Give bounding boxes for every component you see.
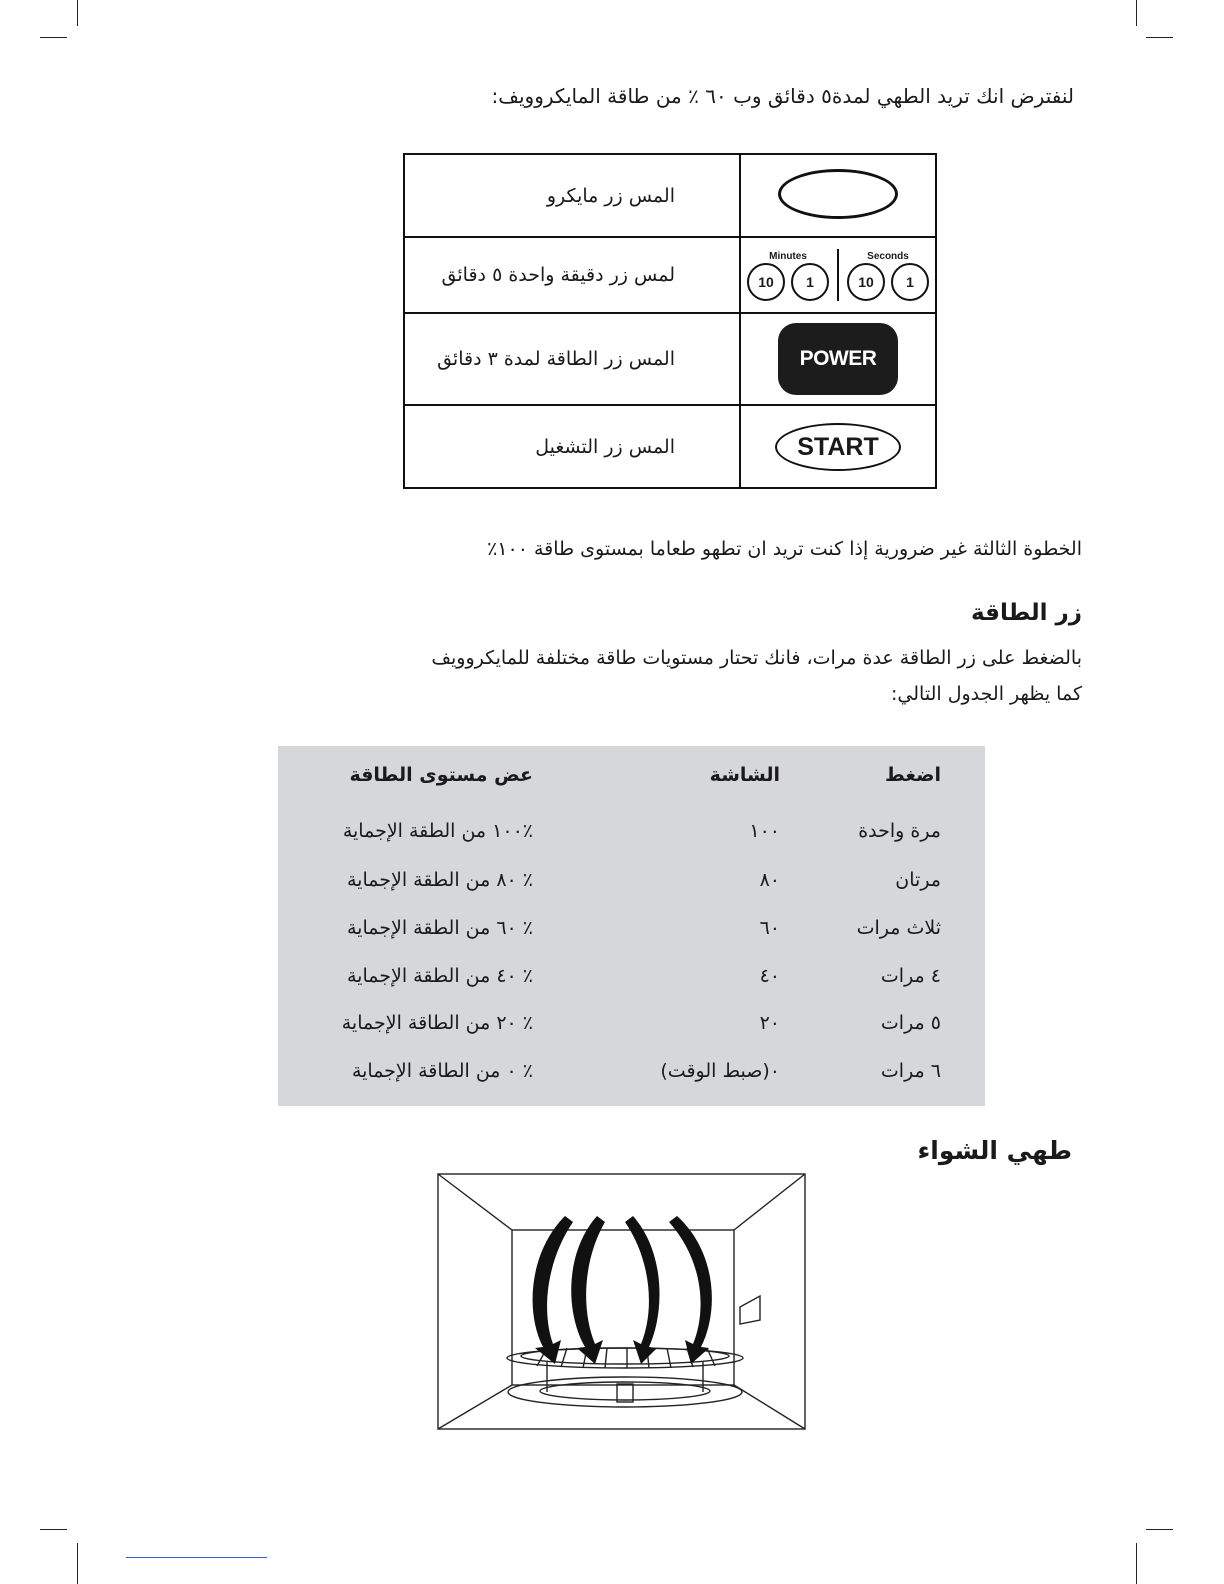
table-row	[278, 965, 985, 1005]
step-label: المس زر مايكرو	[404, 154, 740, 237]
step-row	[404, 405, 936, 488]
crop-mark	[1146, 1529, 1173, 1530]
seconds-10-key: 10	[847, 263, 885, 301]
time-keypad	[741, 249, 935, 301]
cell-level: ٪ ٢٠ من الطاقة الإجماية	[341, 1012, 533, 1034]
grill-heading: طهي الشواء	[917, 1136, 1072, 1165]
step-row	[404, 237, 936, 313]
power-button-icon: POWER	[778, 323, 898, 395]
micro-button-cell	[740, 154, 936, 237]
oven-side-vent	[740, 1296, 760, 1324]
start-button-icon: START	[775, 423, 901, 471]
steps-table	[403, 153, 937, 489]
cell-press: مرة واحدة	[858, 820, 941, 842]
crop-mark	[40, 37, 67, 38]
cell-press: مرتان	[895, 869, 941, 891]
crop-mark	[1136, 1543, 1137, 1584]
cell-display: ١٠٠	[749, 820, 780, 842]
cell-press: ٤ مرات	[880, 965, 941, 987]
minutes-10-key: 10	[747, 263, 785, 301]
step-label: لمس زر دقيقة واحدة ٥ دقائق	[404, 237, 740, 313]
minutes-group	[747, 251, 829, 301]
footer-rule	[126, 1557, 267, 1558]
power-section-paragraph	[182, 640, 1082, 712]
seconds-1-key: 1	[891, 263, 929, 301]
power-button-cell	[740, 313, 936, 405]
heat-arrows	[533, 1216, 712, 1364]
step-row	[404, 313, 936, 405]
cell-press: ٦ مرات	[880, 1060, 941, 1082]
crop-mark	[1136, 0, 1137, 26]
grill-cooking-diagram	[437, 1172, 807, 1432]
crop-mark	[1146, 37, 1173, 38]
cell-press: ثلاث مرات	[856, 917, 941, 939]
step-row	[404, 154, 936, 237]
cell-level: ٪ ٤٠ من الطقة الإجماية	[347, 965, 533, 987]
cell-display: ٦٠	[759, 917, 780, 939]
crop-mark	[40, 1529, 67, 1530]
time-keypad-cell	[740, 237, 936, 313]
header-display: الشاشة	[709, 764, 780, 786]
table-row	[278, 869, 985, 909]
cell-level: ٪ ٦٠ من الطقة الإجماية	[347, 917, 533, 939]
cell-level: ٪ ٨٠ من الطقة الإجماية	[347, 869, 533, 891]
table-row	[278, 1060, 985, 1100]
seconds-group	[847, 251, 929, 301]
minutes-1-key: 1	[791, 263, 829, 301]
paragraph-line: بالضغط على زر الطاقة عدة مرات، فانك تحتار مستويات طاقة مختلفة للمايكروويف	[431, 647, 1082, 669]
start-button-cell	[740, 405, 936, 488]
cell-level: ٪١٠٠ من الطقة الإجماية	[342, 820, 533, 842]
minutes-caption: Minutes	[769, 251, 807, 262]
seconds-caption: Seconds	[867, 251, 909, 262]
step-label: المس زر الطاقة لمدة ٣ دقائق	[404, 313, 740, 405]
cell-level: ٪ ٠ من الطاقة الإجماية	[351, 1060, 533, 1082]
cell-display: ٨٠	[759, 869, 780, 891]
cell-display: ٠(صبط الوقت)	[660, 1060, 780, 1082]
step-three-note: الخطوة الثالثة غير ضرورية إذا كنت تريد ان تطهو طعاما بمستوى طاقة ١٠٠٪	[487, 538, 1082, 560]
power-levels-table	[278, 746, 985, 1106]
header-level: عض مستوى الطاقة	[349, 764, 533, 786]
header-press: اضغط	[885, 764, 941, 786]
intro-text: لنفترض انك تريد الطهي لمدة٥ دقائق وب ٦٠ ٪ من طاقة المايكروويف:	[491, 84, 1074, 108]
crop-mark	[77, 1543, 78, 1584]
power-section-heading: زر الطاقة	[970, 600, 1082, 626]
cell-display: ٢٠	[759, 1012, 780, 1034]
paragraph-line: كما يظهر الجدول التالي:	[891, 683, 1082, 705]
table-row	[278, 917, 985, 957]
micro-button-icon	[778, 169, 898, 219]
keypad-divider	[837, 249, 839, 301]
crop-mark	[77, 0, 78, 26]
cell-press: ٥ مرات	[880, 1012, 941, 1034]
step-label: المس زر التشغيل	[404, 405, 740, 488]
table-row	[278, 1012, 985, 1052]
table-header-row	[278, 764, 985, 804]
table-row	[278, 820, 985, 860]
cell-display: ٤٠	[759, 965, 780, 987]
